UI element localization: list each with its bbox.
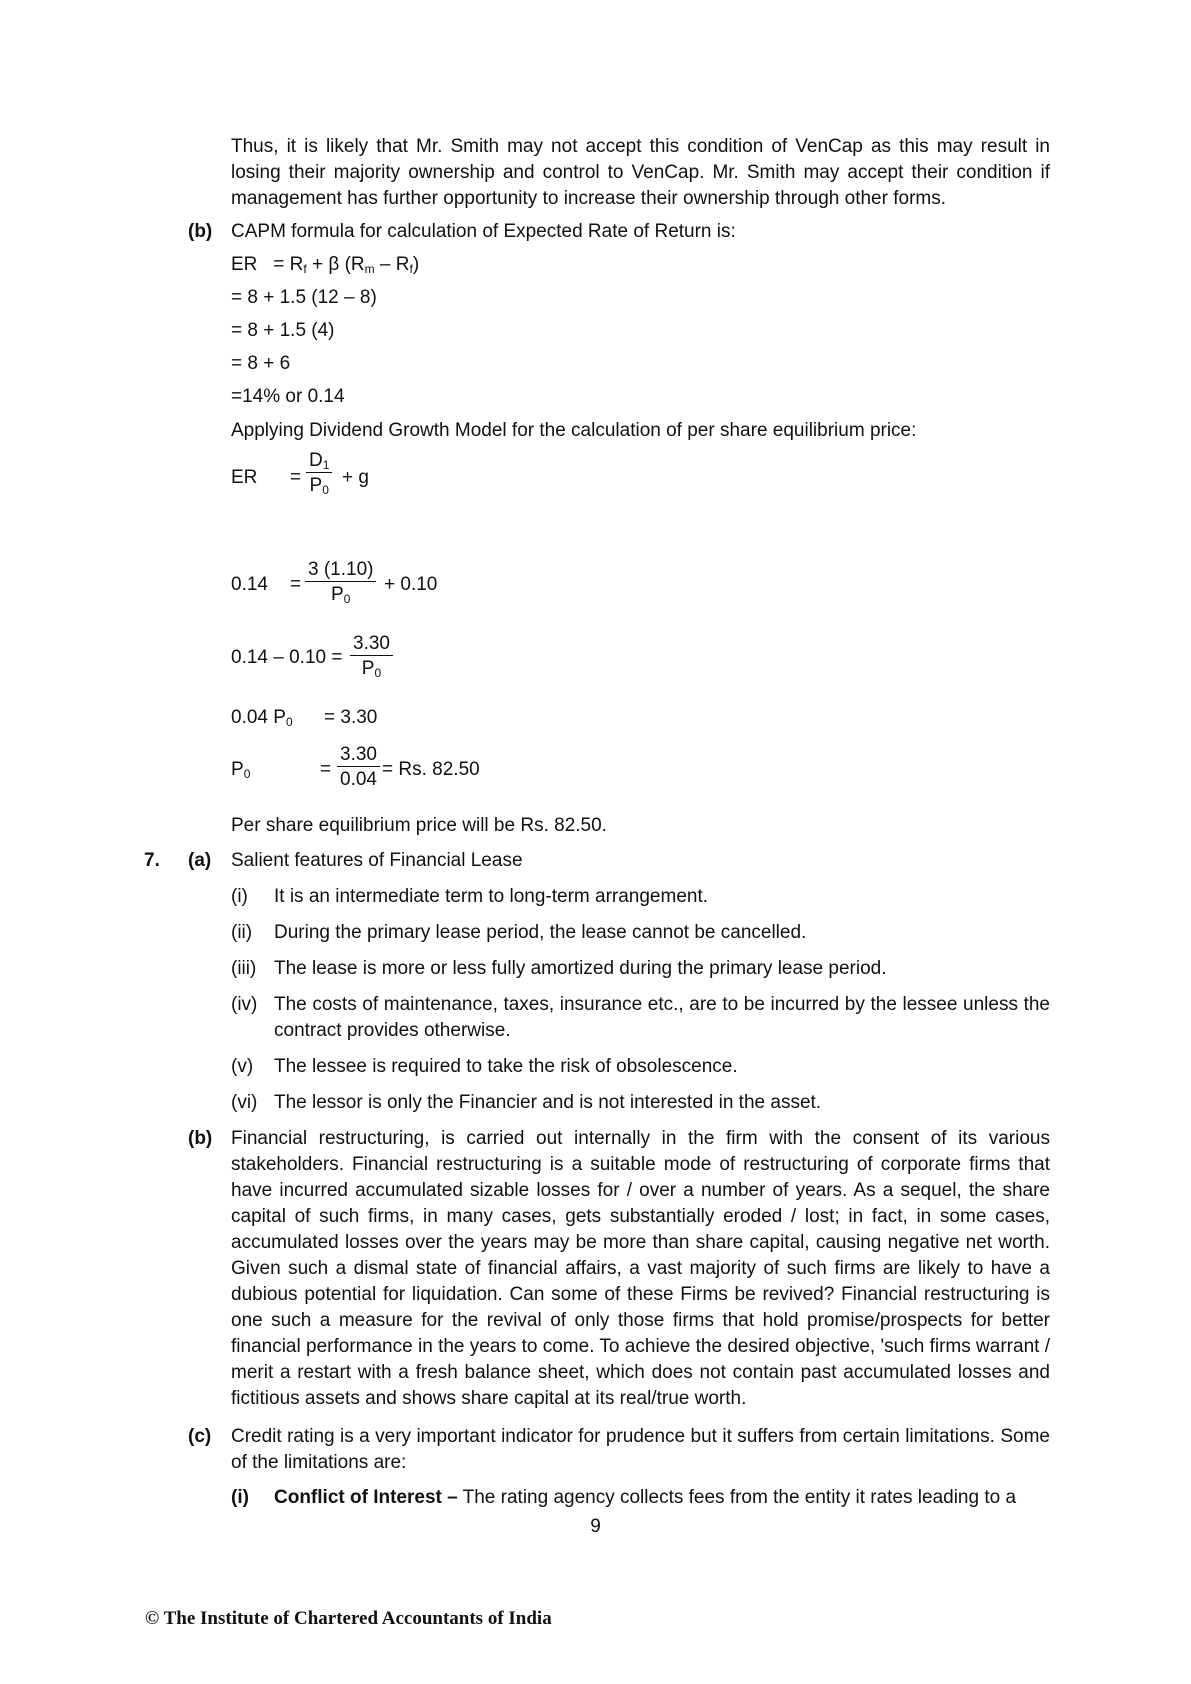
capm-step-2: = 8 + 1.5 (4)	[231, 320, 335, 341]
eq4-lhs: 0.04 $P_0$	[231, 707, 293, 729]
lease-item-num: (v)	[231, 1056, 254, 1077]
eq2-lhs: 0.14	[231, 574, 268, 595]
q7a-heading: Salient features of Financial Lease	[231, 850, 523, 871]
eq5-denominator: 0.04	[340, 769, 377, 790]
eq2-rhs: + 0.10	[384, 574, 438, 595]
intro-paragraph: Thus, it is likely that Mr. Smith may not accept this condition of VenCap as this may result in losing their majority ownership and control to VenCap. Mr. Smith may accept their condition if management has further opportunity to increase their ownership through other forms.	[231, 136, 1050, 209]
eq1-numerator: $D_1$	[306, 450, 332, 473]
q7c-label: (c)	[188, 1426, 212, 1447]
q7c-item-i-title: Conflict of Interest –	[274, 1487, 458, 1508]
eq3-fraction	[350, 633, 393, 680]
eq1-fraction	[306, 450, 332, 497]
eq2-denominator: $P_0$	[331, 584, 351, 606]
capm-step-1: = 8 + 1.5 (12 – 8)	[231, 287, 377, 308]
eq5-equals: =	[320, 759, 332, 780]
eq2-numerator: 3 (1.10)	[305, 559, 376, 582]
q7c-item-i	[274, 1485, 1050, 1511]
lease-item-num: (i)	[231, 886, 248, 907]
q7b-paragraph: Financial restructuring, is carried out internally in the firm with the consent of its various stakeholders. Financial restructuring is a suitable mode of restructuring of corporate firms that have incurred accumulated sizable losses for / over a number of years. As a sequel, the share capital of such firms, in many cases, gets substantially eroded / lost; in fact, in some cases, accumulated losses over the years may be more than share capital, causing negative net worth. Given such a dismal state of financial affairs, a vast majority of such firms are likely to have a dubious potential for liquidation. Can some of these Firms be revived? Financial restructuring is one such a measure for the revival of only those firms that hold promise/prospects for better financial performance in the years to come. To achieve the desired objective, 'such firms warrant / merit a restart with a fresh balance sheet, which does not contain past accumulated losses and fictitious assets and shows share capital at its real/true worth.	[231, 1128, 1050, 1409]
footer-copyright: © The Institute of Chartered Accountants of India	[145, 1608, 552, 1629]
lease-item-text: The lessor is only the Financier and is not interested in the asset.	[274, 1092, 822, 1113]
part-b-label: (b)	[188, 221, 213, 242]
dgm-heading: Applying Dividend Growth Model for the calculation of per share equilibrium price:	[231, 420, 917, 441]
lease-item-num: (iv)	[231, 994, 258, 1015]
lease-item-text: During the primary lease period, the lease cannot be cancelled.	[274, 922, 807, 943]
eq3-denominator: $P_0$	[361, 658, 382, 680]
lease-item-text: The costs of maintenance, taxes, insurance etc., are to be incurred by the lessee unless the contract provides otherwise.	[274, 994, 1050, 1041]
capm-formula: ER = $R_f + \beta$ $(R_m - R_f)$	[231, 254, 420, 276]
lease-item-num: (iii)	[231, 958, 257, 979]
eq1-equals: =	[290, 467, 302, 488]
capm-step-4: =14% or 0.14	[231, 386, 345, 407]
capm-heading: CAPM formula for calculation of Expected Rate of Return is:	[231, 221, 736, 242]
lease-item-num: (ii)	[231, 922, 253, 943]
question-7-number: 7.	[144, 850, 160, 871]
capm-step-3: = 8 + 6	[231, 353, 291, 374]
lease-item-num: (vi)	[231, 1092, 258, 1113]
q7b-label: (b)	[188, 1128, 213, 1149]
q7c-item-i-text: The rating agency collects fees from the entity it rates leading to a	[457, 1487, 1017, 1508]
eq1-rhs: + g	[342, 467, 369, 488]
eq1-lhs: ER	[231, 467, 258, 488]
eq2-equals: =	[290, 574, 302, 595]
eq3-numerator: 3.30	[350, 633, 393, 656]
equilibrium-conclusion: Per share equilibrium price will be Rs. 82.50.	[231, 815, 607, 836]
eq5-lhs: $P_0$	[231, 759, 251, 781]
eq5-fraction	[337, 744, 380, 791]
er-label: ER	[231, 254, 258, 275]
eq4-rhs: = 3.30	[324, 707, 378, 728]
page-number: 9	[590, 1516, 601, 1537]
eq2-fraction	[305, 559, 376, 606]
lease-item-text: It is an intermediate term to long-term arrangement.	[274, 886, 709, 907]
q7c-paragraph: Credit rating is a very important indicator for prudence but it suffers from certain limitations. Some of the limitations are:	[231, 1426, 1050, 1473]
q7a-label: (a)	[188, 850, 212, 871]
eq5-rhs: = Rs. 82.50	[382, 759, 480, 780]
lease-item-text: The lessee is required to take the risk of obsolescence.	[274, 1056, 738, 1077]
lease-item-text: The lease is more or less fully amortized during the primary lease period.	[274, 958, 887, 979]
eq1-denominator: $P_0$	[309, 475, 329, 497]
q7c-item-i-num: (i)	[231, 1487, 249, 1508]
eq3-lhs: 0.14 – 0.10 =	[231, 647, 343, 668]
eq5-numerator: 3.30	[337, 744, 380, 767]
